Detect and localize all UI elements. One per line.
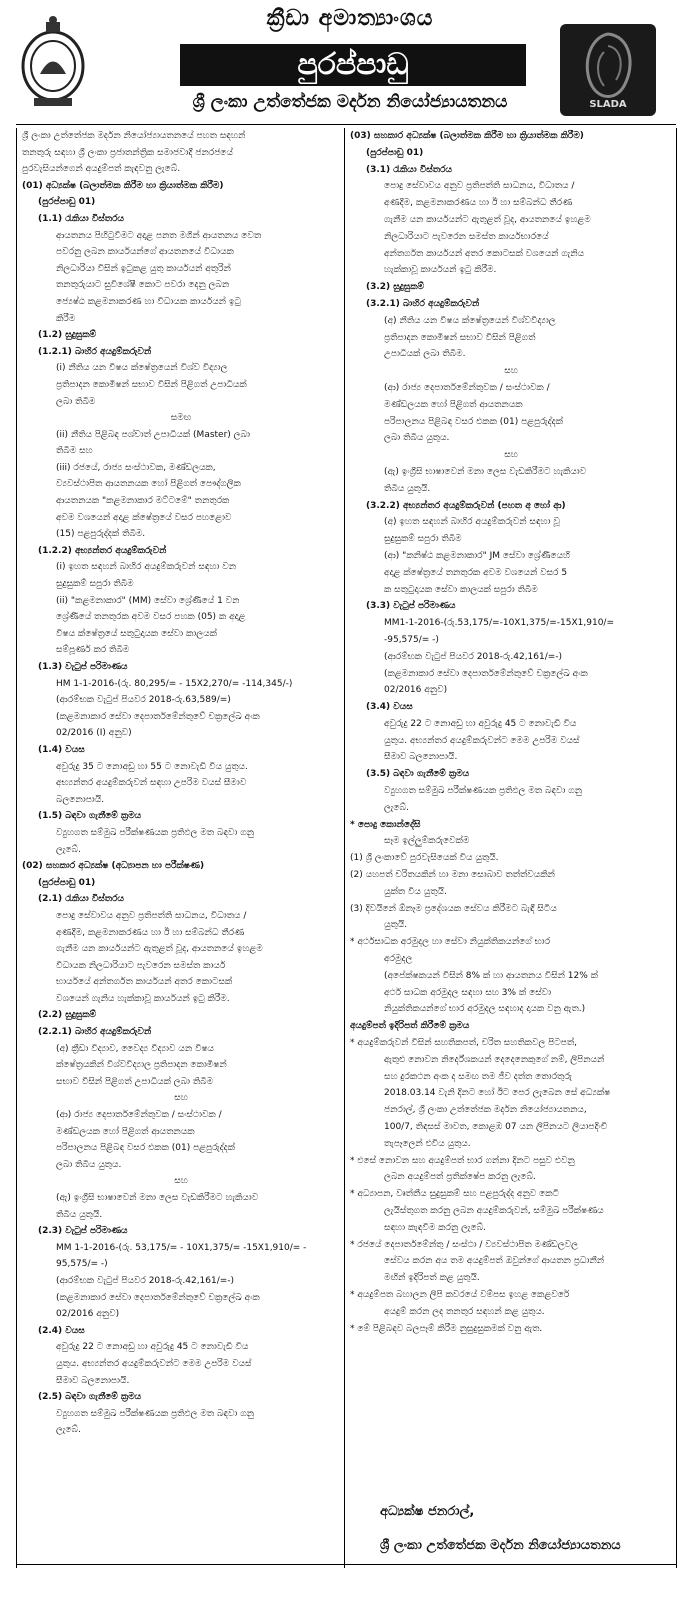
right-column-line: ගැනීම යන කාර්යයන්ට ඇතුළත් වූද, ආයතනයේ ඉහළම (384, 214, 591, 225)
slada-logo-icon (560, 24, 656, 116)
left-column-line: (2.2.1) බාහිර අයදුම්කරුවන් (38, 1027, 152, 1038)
left-column-line: සහ (174, 1093, 188, 1104)
left-column (22, 128, 340, 1439)
left-column-line: (ii) "කළමනාකාර" (MM) සේවා ශ්‍රේණියේ 1 වන (56, 595, 240, 606)
left-column-line: (කළමනාකාර සේවා දෙපාර්තමේන්තුවේ චක්‍රලේඛ අංක (56, 1292, 260, 1303)
left-column-line: පවරනු ලබන කාර්යයන්ගේ ආයතනයේ විධායක (56, 247, 234, 258)
right-column-line: (3.2) සුදුසුකම් (366, 282, 425, 293)
right-column-line: ක සතුටුදායක සේවා කාලයක් සපුරා තිබීම (384, 584, 538, 595)
right-column-line: උපාධියක් ලබා තිබීම. (384, 349, 466, 360)
left-column-line: (i) ඉහත සඳහන් බාහිර අයදුම්කරුවන් සඳහා වන (56, 562, 237, 573)
right-column-line: * අර්ථසාධක අරමුදල හා සේවා නියුක්තිකයන්ගේ භාර (350, 937, 551, 948)
right-column-line: (3.2.2) අභ්‍යන්තර අයදුම්කරුවන් (පහත අ හෝ ආ) (366, 500, 566, 511)
left-column-line: 02/2016 (I) අනුව) (56, 728, 132, 739)
right-column-line: ඇතුළු නොවන නිර්දේශකයන් දෙදෙනෙකුගේ නම්, ලිපිනයන් (384, 1054, 605, 1065)
right-column-line: පොදු සේවාවය අනුව ප්‍රතිපත්ති සාධනය, විධාතය / (384, 181, 575, 192)
left-column-line: තනතුරුයාට සුවිශේෂී කොට පවරා දෙනු ලබන (56, 280, 230, 291)
left-column-line: ලබා තිබිය යුතුය. (56, 1159, 122, 1170)
left-column-line: ශ්‍රී ලංකා උත්තේජක මර්දන නියෝජ්‍යායතනයේ පහත සඳහන් (22, 131, 246, 141)
right-column-line: ප්‍රතිපාදන කොමිෂන් සභාව විසින් පිළිගත් (384, 332, 536, 343)
left-column-line: පොදු සේවාවය අනුව ප්‍රතිපත්ති සාධනය, විධාතය / (56, 910, 247, 921)
right-column-line: (ආ) "කනිෂ්ඨ කළමනාකාර" JM සේවා ශ්‍රේණියෙහි (384, 550, 571, 561)
left-column-line: (2.2) සුදුසුකම් (38, 1010, 97, 1021)
left-column-line: (1.4) වයස (38, 744, 85, 755)
right-column-line: අන්තර්ගත කාර්යයන් අතර කොටසක් වශයෙන් ගැනිය (384, 248, 585, 259)
left-column-line: (1.5) බඳවා ගැනීමේ ක්‍රමය (38, 811, 142, 822)
left-column-line: (1.3) වැටුප් පරිමාණය (38, 662, 128, 672)
left-column-line: ලැබේ. (56, 1425, 81, 1436)
right-column-line: (ඇ) ඉංග්‍රීසි භාෂාවෙන් මනා ලෙස වැඩකිරීමට හැකියාව (384, 466, 587, 477)
left-column-line: සමඟ (170, 413, 192, 424)
right-column-line: තැපෑලෙන් එවිය යුතුය. (384, 1138, 471, 1149)
left-column-line: ව්‍යවස්ථාපිත ආයතනයක හෝ පිළිගත් පෞද්ගලික (56, 479, 241, 490)
right-column-line: තිබිය යුතුයි. (384, 483, 431, 494)
right-column-line: සීමාව බලනොපායි. (384, 752, 458, 763)
left-column-line: බලනොපායි. (56, 794, 105, 805)
signature-title: අධ්‍යක්ෂ ජනරාල්, (380, 1504, 475, 1519)
right-column-line: 2018.03.14 වැනි දිනට හෝ ඊට පෙර ලැබෙන සේ අධ්‍යක්ෂ (384, 1088, 611, 1099)
left-column-line: ආයතනයක "කළමනාකාර මට්ටමේ" තනතුරක (56, 496, 230, 507)
left-column-line: 95,575/= -) (56, 1259, 108, 1270)
left-column-line: (ආ) රාජ්‍ය දෙපාර්තමේන්තුවක / සංස්ථාවක / (56, 1110, 222, 1121)
right-column-line: සේවය කරන අය තම අයදුම්පත් ඔවුන්ගේ ආයතන ප්‍රධානීන් (384, 1256, 605, 1267)
right-column-line: (3.1) රැකියා විස්තරය (366, 164, 452, 175)
left-column-line: (2.3) වැටුප් පරිමාණය (38, 1226, 128, 1237)
right-column-line: අයදුම් කරන ලද තනතුර සඳහන් කළ යුතුය. (384, 1306, 545, 1317)
footer-divider (16, 1564, 676, 1565)
agency-name: ශ්‍රී ලංකා උත්තේජක මර්දන නියෝජ්‍යායතනය (192, 92, 508, 112)
right-column-line: සහ දුරකථන අංක ද සමඟ තම ජීව දත්ත තොරතුරු (384, 1071, 572, 1082)
right-border (676, 128, 677, 1568)
right-column-line: ලබන අයදුම්පත් ප්‍රතික්ෂේප කරනු ලැබේ. (384, 1172, 536, 1183)
left-column-line: සම්පූර්ණ කර තිබීම (56, 645, 130, 656)
left-column-line: අභ්‍යන්තර අයදුම්කරුවන් සඳහා උපරිම වයස් සීමාව (56, 778, 247, 789)
left-column-line: ශ්‍රේණියේ තනතුරක අවම වසර පහක (05) ක අදාළ (56, 612, 246, 623)
right-column-line: සුදුසුකම් සපුරා තිබීම (384, 534, 462, 545)
signature-agency: ශ්‍රී ලංකා උත්තේජක මර්දන නියෝජ්‍යායතනය (380, 1538, 621, 1553)
left-column-line: භාර්යයේ අන්තර්ගත කාර්යයන් අතර කොටසක් (56, 977, 233, 988)
right-column-line: අයදුම්පත් ඉදිරිපත් කිරීමේ ක්‍රමය (350, 1021, 470, 1032)
right-column-line: ව්‍යුහගත සම්මුඛ පරීක්ෂණයක ප්‍රතිඵල මත බඳවා ගනු (384, 786, 582, 797)
sri-lanka-emblem-icon (20, 14, 86, 116)
left-column-line: ව්‍යුහගත සම්මුඛ පරීක්ෂණයක ප්‍රතිඵල මත බඳවා ගනු (56, 1408, 254, 1419)
ministry-name: ක්‍රීඩා අමාත්‍යාංශය (266, 6, 434, 31)
left-column-line: (කළමනාකාර සේවා දෙපාර්තමේන්තුවේ චක්‍රලේඛ අංක (56, 711, 260, 722)
right-column (350, 128, 672, 1337)
left-column-line: (ආරම්භක වැටුප් පියවර 2018-රු.42,161/=-) (56, 1275, 235, 1286)
right-column-line: අරමුදල (384, 954, 413, 965)
right-column-line: ජනරාල්, ශ්‍රී ලංකා උත්තේජක මර්දන නියෝජ්‍යායතනය, (384, 1105, 587, 1116)
left-column-line: (2.4) වයස (38, 1325, 85, 1336)
right-column-line: යුතුයි. (384, 920, 408, 931)
right-column-line: (1) ශ්‍රී ලංකාවේ පුරවැසියෙක් විය යුතුයි. (350, 853, 499, 864)
left-column-line: විෂය ක්ෂේත්‍රයේ සතුටුදායක සේවා කාලයක් (56, 628, 217, 639)
left-column-line: (1.2) සුදුසුකම් (38, 330, 97, 341)
right-column-line: සෑම ඉල්ලුම්කරුවෙක්ම (384, 836, 470, 847)
left-column-line: සභාව විසින් පිළිගත් උපාධියක් ලබා තිබීම (56, 1076, 214, 1087)
right-column-line: අණදීම, කළමනාකරණය හා ඊ හා සම්බන්ධ තීරණ (384, 198, 573, 209)
left-column-line: (ඇ) ඉංග්‍රීසි භාෂාවෙන් මනා ලෙස වැඩකිරීමට හැකියාව (56, 1193, 259, 1203)
left-column-line: (02) සහකාර අධ්‍යක්ෂ (අධ්‍යාපන හා පරීක්ෂණ) (22, 861, 205, 872)
right-column-line: මණ්ඩලයක හෝ පිළිගත් ආයතනයක (384, 399, 523, 410)
right-column-line: යුතුය. අභ්‍යන්තර අයදුම්කරුවන්ට මෙම උපරිම වයස් (384, 735, 580, 746)
left-column-line: (01) අධ්‍යක්ෂ (බලාත්මක කිරීම හා ක්‍රියාත්මක කිරීම) (22, 180, 224, 191)
left-column-line: විධායක නිලධාරියාට පැවරෙන සමස්ත කාර්ය (56, 960, 226, 971)
left-column-line: අවුරුදු 22 ට නොඅඩු හා අවුරුදු 45 ට නොවැඩි විය (56, 1342, 249, 1353)
left-column-line: සුදුසුකම් සපුරා තිබීම (56, 579, 134, 590)
right-column-line: (පුරප්පාඩු 01) (366, 147, 424, 158)
left-column-line: ක්ෂේත්‍රයකින් විශ්වවිද්‍යාල ප්‍රතිපාදන කොමිෂන් (56, 1060, 227, 1071)
left-column-line: (පුරප්පාඩු 01) (38, 197, 96, 208)
right-column-line: අවුරුදු 22 ට නොඅඩු හා අවුරුදු 45 ට නොවැඩි විය (384, 718, 577, 729)
left-border (16, 128, 17, 1568)
left-column-line: (පුරප්පාඩු 01) (38, 877, 96, 888)
left-column-line: මණ්ඩලයක හෝ පිළිගත් ආයතනයක (56, 1126, 195, 1137)
right-column-line: ලබා තිබිය යුතුය. (384, 433, 450, 444)
right-column-line: පරිපාලනය පිළිබඳ වසර එකක (01) පළපුරුද්දක් (384, 416, 563, 427)
right-column-line: (3.5) බඳවා ගැනීමේ ක්‍රමය (366, 769, 470, 780)
left-column-line: (අ) ක්‍රීඩා විද්‍යාව, වෛද්‍ය විද්‍යාව යන විෂය (56, 1043, 215, 1054)
right-column-line: * අධ්‍යාපන, වෘත්තීය සුදුසුකම් සහ පළපුරුද්ද අනුව කෙටි (350, 1189, 560, 1200)
left-column-line: තිබිය යුතුයි. (56, 1209, 103, 1220)
left-column-line: ව්‍යුහගත සම්මුඛ පරීක්ෂණයක ප්‍රතිඵල මත බඳවා ගනු (56, 827, 254, 838)
left-column-line: (1.2.2) අභ්‍යන්තර අයදුම්කරුවන් (38, 545, 167, 556)
left-column-line: අවම වශයෙන් අදාළ ක්ෂේත්‍රයේ වසර පහළොව (56, 512, 232, 523)
right-column-line: (3.3) වැටුප් පරිමාණය (366, 601, 456, 612)
right-column-line: නිලධාරියාට පැවරෙන සමස්ත කාර්යභාරයේ (384, 231, 549, 242)
right-column-line: * එසේ නොවන සහ අයදුම්පත් භාර ගන්නා දිනට පසුව එවනු (350, 1155, 575, 1166)
right-column-line: යුක්ත විය යුතුයි. (384, 886, 447, 897)
left-column-line: පුරවැසියන්ගෙන් අයදුම්පත් කැඳවනු ලැබේ. (22, 164, 181, 175)
left-column-line: අවුරුදු 35 ට නොඅඩු හා 55 ට නොවැඩි විය යුතුය. (56, 761, 248, 772)
column-divider (344, 128, 345, 1568)
right-column-line: 100/7, තිඳසස් මාවත, කොළඹ 07 යන ලිපිනයට ලියාපදිංචි (384, 1122, 608, 1133)
right-column-line: (අ) නීතිය යන විෂය ක්ෂේත්‍රයෙන් විශ්වවිද්‍යාල (384, 315, 556, 326)
left-column-line: (i) නීතිය යන විෂය ක්ෂේත්‍රයෙන් විශ්ව විද්‍යාල (56, 363, 228, 374)
right-column-line: (අපේක්ෂකයන් විසින් 8% ක් හා ආයතනය විසින් 12% ක් (384, 970, 598, 981)
right-column-line: ලැයිස්තුගත කරනු ලබන අයදුම්කරුවන්, සම්මුඛ පරීක්ෂණය (384, 1206, 604, 1216)
right-column-line: * අයදුම්පත බහාලන ලිපි කවරයේ වම්පස ඉහළ කෙළවරේ (350, 1289, 570, 1300)
right-column-line: ලැබේ. (384, 802, 409, 813)
left-column-line: ලැබේ. (56, 844, 81, 855)
right-column-line: (3) දිවයිනේ ඕනෑම ප්‍රදේශයක සේවය කිරීමට බැඳී සිටිය (350, 903, 557, 914)
left-column-line: ගැනීම යන කාර්යයන්ට ඇතුළත් වූද, ආයතනයේ ඉහළම (56, 944, 263, 955)
right-column-line: (කළමනාකාර සේවා දෙපාර්තමේන්තුවේ චක්‍රලේඛ අංක (384, 668, 588, 679)
left-column-line: (2.5) බඳවා ගැනීමේ ක්‍රමය (38, 1392, 142, 1403)
right-column-line: හැක්කාවූ කාර්යයන් ඉටු කිරීම. (384, 265, 497, 276)
right-column-line: MM1-1-2016-(රු.53,175/=-10X1,375/=-15X1,910/= (384, 618, 614, 629)
left-column-line: (ii) නීතිය පිළිබඳ පශ්චාත් උපාධියක් (Master) ලබා (56, 429, 250, 440)
right-column-line: (ආ) රාජ්‍ය දෙපාර්තමේන්තුවක / සංස්ථාවක / (384, 382, 550, 393)
left-column-line: අණදීම, කළමනාකරණය හා ඊ හා සම්බන්ධ තීරණ (56, 927, 245, 938)
right-column-line: * පොදු කොන්දේසි (350, 819, 421, 830)
left-column-line: (1.2.1) බාහිර අයදුම්කරුවන් (38, 346, 152, 357)
left-column-line: ලබා තිබීම (56, 396, 96, 407)
right-column-line: * රජයේ දෙපාර්තමේන්තු / සංස්ථා / ව්‍යවස්ථාපිත මණ්ඩලවල (350, 1239, 578, 1250)
left-column-line: HM 1-1-2016-(රු. 80,295/= - 15X2,270/= -114,345/-) (56, 678, 293, 689)
right-column-line: * අයදුම්කරුවන් විසින් සහතිකපත්, චරිත සහතිකවල පිටපත්, (350, 1038, 577, 1049)
header-divider (16, 124, 676, 125)
left-column-line: ආයතනය පිහිටුවීමට අදාළ පනත මගින් ආයතනය වෙත (56, 230, 262, 241)
left-column-line: 02/2016 අනුව) (56, 1309, 120, 1320)
left-column-line: MM 1-1-2016-(රු. 53,175/= - 10X1,375/= -15X1,910/= - (56, 1242, 307, 1253)
right-column-line: නියුක්තිකයන්ගේ භාර අරමුදල සඳහාද දායක වනු ඇත.) (384, 1004, 586, 1015)
right-column-line: (3.4) වයස (366, 702, 413, 713)
right-column-line: (2) යහපත් චරිතයකින් හා මනා සොබාව තත්ත්වයකින් (350, 870, 555, 881)
right-column-line: අර්ථ සාධක අරමුදල සඳහා සහ 3% ක් සේවා (384, 987, 552, 998)
right-column-line: සඳහා කැඳවීම කරනු ලැබේ. (384, 1222, 486, 1233)
notice-heading: පුරප්පාඩු (180, 44, 526, 86)
left-column-line: ජ්‍යෙෂ්ඨ කළමනාකරණ හා විධායක කාර්යයන් ඉටු (56, 296, 241, 307)
left-column-line: (1.1) රැකියා විස්තරය (38, 213, 124, 224)
right-column-line: (3.2.1) බාහිර අයදුම්කරුවන් (366, 298, 480, 309)
left-column-line: සීමාව බලනොපායි. (56, 1375, 130, 1386)
left-column-line: සහ (174, 1176, 188, 1187)
left-column-line: (15) පළපුරුද්දක් තිබීම. (56, 529, 146, 540)
right-column-line: * මේ පිළිබඳව බලපෑම් කිරීම නුසුදුසුකමක් වනු ඇත. (350, 1323, 543, 1334)
right-column-line: මඟින් ඉදිරිපත් කළ යුතුයි. (384, 1273, 480, 1284)
right-column-line: (03) සහකාර අධ්‍යක්ෂ (බලාත්මක කිරීම හා ක්‍රියාත්මක කිරීම) (350, 131, 584, 141)
right-column-line: සහ (504, 450, 518, 461)
right-column-line: (ආරම්භක වැටුප් පියවර 2018-රු.42,161/=-) (384, 651, 563, 662)
logo-text: SLADA (589, 99, 627, 110)
right-column-line: (අ) ඉහත සඳහන් බාහිර අයදුම්කරුවන් සඳහා වූ (384, 517, 560, 528)
left-column-line: තනතුරු සඳහා ශ්‍රී ලංකා ප්‍රජාතන්ත්‍රික සමාජවාදී ජනරජයේ (22, 147, 233, 158)
left-column-line: (iii) රජයේ, රාජ්‍ය සංස්ථාවක, මණ්ඩලයක, (56, 462, 216, 473)
right-column-line: -95,575/= -) (384, 634, 439, 645)
left-column-line: යුතුය. අභ්‍යන්තර අයදුම්කරුවන්ට මෙම උපරිම වයස් (56, 1358, 252, 1369)
right-column-line: අදාළ ක්ෂේත්‍රයේ තනතුරක අවම වශයෙන් වසර 5 (384, 567, 568, 578)
right-column-line: සහ (504, 366, 518, 377)
left-column-line: පරිපාලනය පිළිබඳ වසර එකක (01) පළපුරුද්දක් (56, 1143, 235, 1154)
left-column-line: (2.1) රැකියා විස්තරය (38, 894, 124, 905)
left-column-line: (ආරම්භක වැටුප් පියවර 2018-රු.63,589/=) (56, 695, 231, 706)
left-column-line: නිලධාරියා විසින් ඉටුකළ යුතු කාර්යයන් අතුරින් (56, 263, 231, 274)
left-column-line: තිබීම සහ (56, 446, 93, 457)
right-column-line: 02/2016 අනුව) (384, 685, 448, 696)
left-column-line: ප්‍රතිපාදන කොමිෂන් සභාව විසින් පිළිගත් උපාධියක් (56, 379, 247, 390)
left-column-line: වශයෙන් ගැනිය හැක්කාවූ කාර්යයන් ඉටු කිරීම. (56, 993, 230, 1004)
left-column-line: කිරීම (56, 313, 76, 324)
